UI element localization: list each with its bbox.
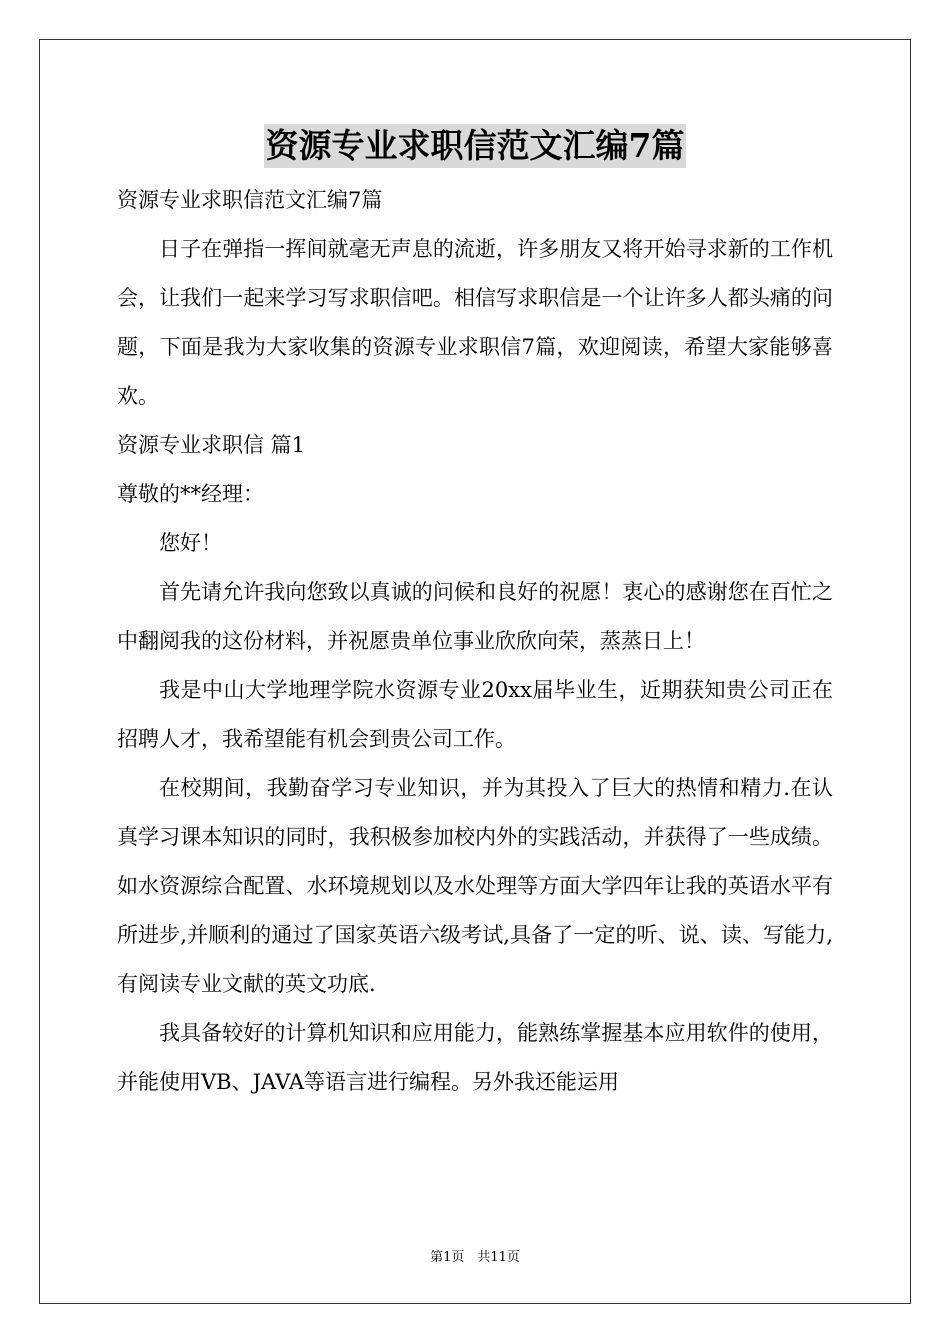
document-body — [117, 176, 833, 1107]
document-title: 资源专业求职信范文汇编7篇 — [264, 124, 687, 168]
salutation: 尊敬的**经理： — [117, 482, 264, 506]
body-paragraph-2: 我是中山大学地理学院水资源专业20xx届毕业生，近期获知贵公司正在招聘人才，我希望能有机会到贵公司工作。 — [117, 678, 833, 751]
body-paragraph-4: 我具备较好的计算机知识和应用能力，能熟练掌握基本应用软件的使用，并能使用VB、JAVA等语言进行编程。另外我还能运用 — [117, 1021, 833, 1094]
subtitle: 资源专业求职信范文汇编7篇 — [117, 188, 383, 212]
intro-paragraph: 日子在弹指一挥间就毫无声息的流逝，许多朋友又将开始寻求新的工作机会，让我们一起来学习写求职信吧。相信写求职信是一个让许多人都头痛的问题，下面是我为大家收集的资源专业求职信7篇，欢迎阅读，希望大家能够喜欢。 — [117, 237, 833, 408]
body-paragraph-3: 在校期间，我勤奋学习专业知识，并为其投入了巨大的热情和精力.在认真学习课本知识的同时，我积极参加校内外的实践活动，并获得了一些成绩。如水资源综合配置、水环境规划以及水处理等方面大学四年让我的英语水平有所进步,并顺利的通过了国家英语六级考试,具备了一定的听、说、读、写能力,有阅读专业文献的英文功底. — [117, 776, 833, 996]
body-paragraph-1: 首先请允许我向您致以真诚的问候和良好的祝愿！衷心的感谢您在百忙之中翻阅我的这份材料，并祝愿贵单位事业欣欣向荣，蒸蒸日上！ — [117, 580, 833, 653]
page-footer: 第1页 共11页 — [430, 1250, 520, 1265]
greeting: 您好！ — [159, 531, 222, 555]
title-container — [0, 124, 950, 168]
section-heading: 资源专业求职信 篇1 — [117, 433, 306, 457]
